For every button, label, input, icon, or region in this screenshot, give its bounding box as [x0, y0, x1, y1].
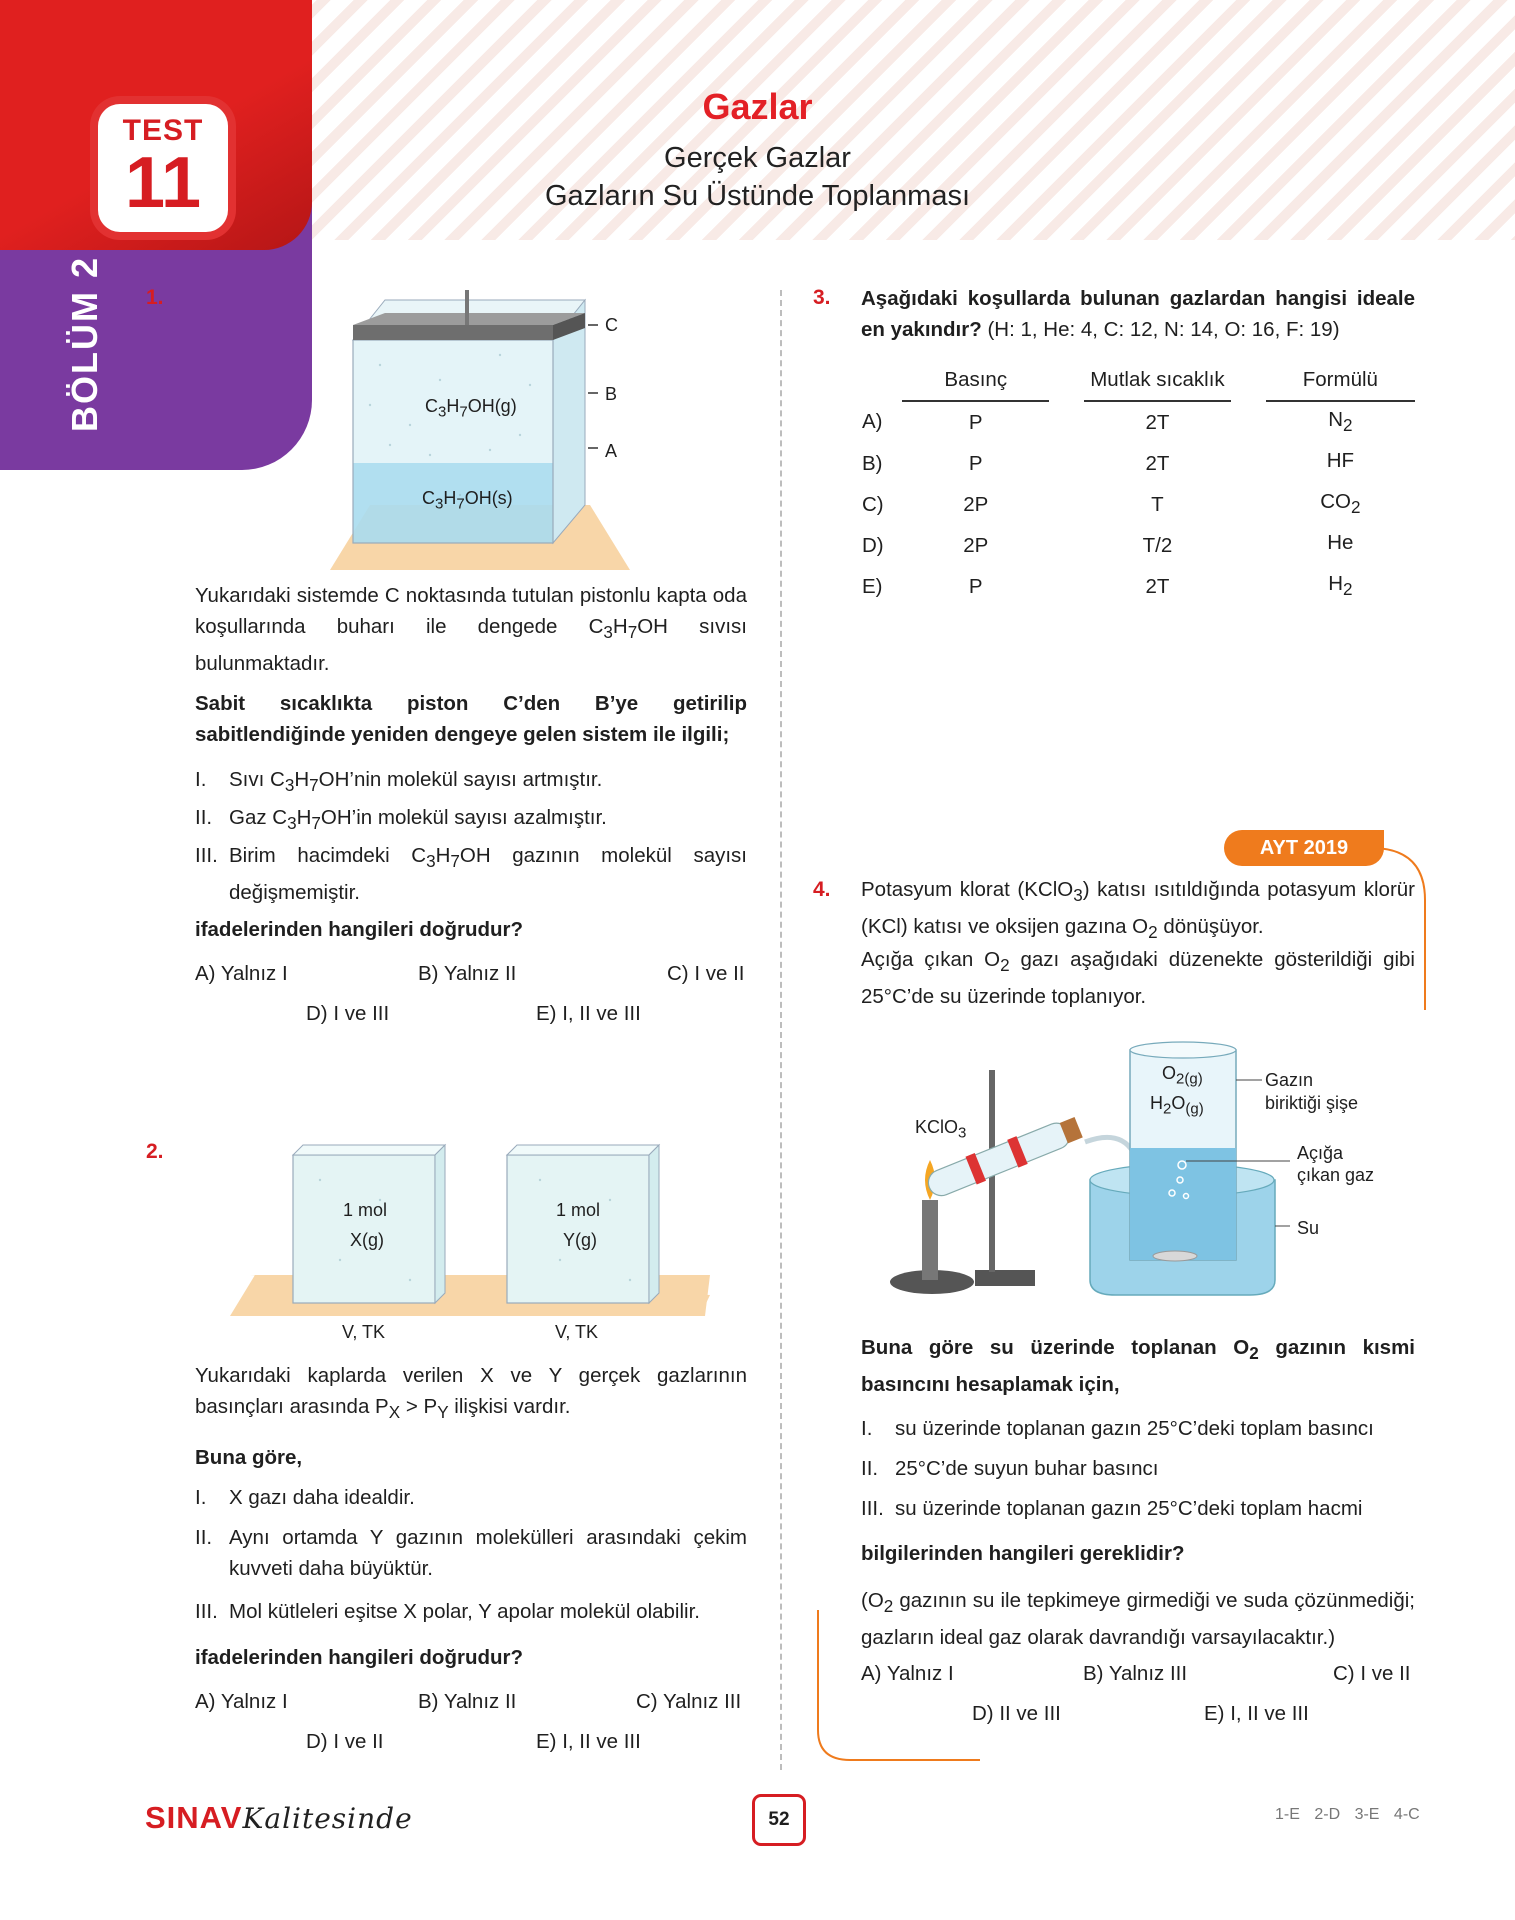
q4-paragraph-1: Potasyum klorat (KClO$_3$) katısı ısıtıldığında potasyum klorür (KCl) katısı ve oksijen gazına $O_2$ dönüşüyor.: [861, 878, 1415, 943]
q2-item-1: X gazı daha idealdir.: [229, 1486, 415, 1509]
q1-piston: [353, 325, 553, 340]
q4-item-3-num: III.: [861, 1497, 884, 1520]
test-label: TEST: [122, 114, 204, 147]
q4-burner: [922, 1200, 938, 1280]
q2-intro: Yukarıdaki kaplarda verilen X ve Y gerçek gazlarının basınçları arasında $P_X > P_Y$ ilişkisi vardır.: [195, 1364, 747, 1423]
q1-gas-label: $C_3H_7OH(g)$: [425, 396, 517, 421]
q3-row-b[interactable]: B) P 2T HF: [862, 449, 1355, 475]
q1-question: Sabit sıcaklıkta piston C’den B’ye getirilip sabitlendiğinde yeniden dengeye gelen sistem ile ilgili;: [195, 692, 747, 746]
q1-item-2: Gaz $C_3H_7OH’in$ molekül sayısı azalmıştır.: [229, 806, 607, 834]
q1-option-c[interactable]: C) I ve II: [667, 962, 745, 985]
q4-item-1: su üzerinde toplanan gazın 25°C’deki toplam basıncı: [895, 1417, 1374, 1440]
q4-option-c[interactable]: C) I ve II: [1333, 1662, 1411, 1685]
section-label: [64, 256, 114, 432]
year-badge: AYT 2019: [1224, 830, 1384, 866]
q2-x-gas: X(g): [350, 1230, 385, 1250]
q2-lead: Buna göre,: [195, 1446, 303, 1469]
q3-header-formula: Formülü: [1266, 360, 1415, 401]
q2-option-e[interactable]: E) I, II ve III: [536, 1730, 641, 1753]
q1-figure: [320, 285, 650, 580]
q2-item-3: Mol kütleleri eşitse X polar, Y apolar molekül olabilir.: [229, 1600, 700, 1623]
q2-y-moles: 1 mol: [556, 1200, 601, 1220]
q1-mark-a: A: [605, 441, 618, 461]
q4-gas-label-1: Açığa: [1297, 1143, 1344, 1163]
q4-question: Buna göre su üzerinde toplanan $O_2$ gazının kısmi basıncını hesaplamak için,: [861, 1336, 1415, 1397]
q2-option-d[interactable]: D) I ve II: [306, 1730, 384, 1753]
q3-row-a[interactable]: A) P 2T $N_2$: [862, 408, 1353, 436]
q4-item-2-num: II.: [861, 1457, 879, 1480]
q2-number: 2.: [146, 1140, 164, 1163]
q4-paragraph-2: Açığa çıkan $O_2$ gazı aşağıdaki düzenekte gösterildiği gibi 25°C’de su üzerinde toplanıyor.: [861, 948, 1415, 1009]
q1-number: 1.: [146, 286, 164, 309]
q1-option-b[interactable]: B) Yalnız II: [418, 962, 517, 985]
q2-item-2: Aynı ortamda Y gazının molekülleri arasındaki çekim kuvveti daha büyüktür.: [229, 1526, 747, 1580]
q2-figure: [230, 1140, 710, 1320]
q4-water-label: Su: [1297, 1218, 1320, 1238]
q4-number: 4.: [813, 878, 831, 901]
q4-note: ($O_2$ gazının su ile tepkimeye girmediği ve suda çözünmediği; gazların ideal gaz olarak davrandığı varsayılacaktır.): [861, 1589, 1415, 1650]
page-subtitle-2: Gazların Su Üstünde Toplanması: [544, 180, 971, 212]
q2-x-conditions: V, TK: [342, 1322, 386, 1342]
q3-row-c[interactable]: C) 2P T $CO_2$: [862, 490, 1361, 518]
q2-option-c[interactable]: C) Yalnız III: [636, 1690, 742, 1713]
q4-h2o-label: $H_2O_{(g)}$: [1150, 1093, 1204, 1118]
q3-header-pressure: Basınç: [902, 360, 1049, 401]
q4-option-b[interactable]: B) Yalnız III: [1083, 1662, 1188, 1685]
q1-item-1: Sıvı $C_3H_7OH’nin$ molekül sayısı artmıştır.: [229, 768, 603, 796]
answer-key: 1-E 2-D 3-E 4-C: [1275, 1806, 1420, 1823]
column-divider: [780, 290, 782, 1770]
q3-number: 3.: [813, 286, 831, 309]
q4-stand-base: [975, 1270, 1035, 1286]
q2-item-3-num: III.: [195, 1600, 218, 1623]
q3-row-d[interactable]: D) 2P T/2 He: [862, 531, 1354, 557]
q4-option-e[interactable]: E) I, II ve III: [1204, 1702, 1309, 1725]
q4-kclo3-label: KClO$_3$: [915, 1117, 967, 1142]
q2-container-y: [507, 1145, 659, 1303]
test-number: 11: [124, 143, 202, 223]
q4-bottle-label-2: biriktiği şişe: [1265, 1093, 1359, 1113]
q4-o2-label: $O_{2(g)}$: [1162, 1063, 1203, 1088]
q3-question: Aşağıdaki koşullarda bulunan gazlardan hangisi ideale en yakındır? (H: 1, He: 4, C: 12, N: 14, O: 16, F: 19): [861, 287, 1415, 341]
q2-x-moles: 1 mol: [343, 1200, 388, 1220]
q1-mark-b: B: [605, 384, 618, 404]
q4-bottle-label-1: Gazın: [1265, 1070, 1314, 1090]
q2-prompt: ifadelerinden hangileri doğrudur?: [195, 1646, 524, 1669]
q4-item-1-num: I.: [861, 1417, 873, 1440]
q4-item-2: 25°C’de suyun buhar basıncı: [895, 1457, 1159, 1480]
q1-option-e[interactable]: E) I, II ve III: [536, 1002, 641, 1025]
q1-piston-rod: [465, 290, 469, 325]
q3-header-temperature: Mutlak sıcaklık: [1084, 360, 1231, 401]
page-title: Gazlar: [702, 86, 813, 127]
q4-apparatus: [890, 1030, 1290, 1300]
q2-y-conditions: V, TK: [555, 1322, 599, 1342]
q2-option-a[interactable]: A) Yalnız I: [195, 1690, 288, 1713]
q1-liquid-label: $C_3H_7OH(s)$: [422, 488, 513, 513]
q2-option-b[interactable]: B) Yalnız II: [418, 1690, 517, 1713]
page-subtitle-1: Gerçek Gazlar: [664, 142, 851, 174]
q4-option-d[interactable]: D) II ve III: [972, 1702, 1061, 1725]
q4-option-a[interactable]: A) Yalnız I: [861, 1662, 954, 1685]
q1-mark-c: C: [605, 315, 618, 335]
q4-prompt: bilgilerinden hangileri gereklidir?: [861, 1542, 1185, 1565]
brand-logo: SINAVKalitesinde: [145, 1800, 413, 1835]
q2-container-x: [293, 1145, 445, 1303]
q1-option-a[interactable]: A) Yalnız I: [195, 962, 288, 985]
q4-item-3: su üzerinde toplanan gazın 25°C’deki toplam hacmi: [895, 1497, 1363, 1520]
q2-item-2-num: II.: [195, 1526, 213, 1549]
q2-y-gas: Y(g): [563, 1230, 598, 1250]
q1-intro: Yukarıdaki sistemde C noktasında tutulan pistonlu kapta oda koşullarında buharı ile dengede $C_3H_7OH$ sıvısı bulunmaktadır.: [195, 584, 747, 676]
q1-item-3-num: III.: [195, 844, 218, 867]
q3-row-e[interactable]: E) P 2T $H_2$: [862, 572, 1353, 600]
q2-item-1-num: I.: [195, 1486, 207, 1509]
q4-gas-label-2: çıkan gaz: [1297, 1165, 1375, 1185]
page-number: 52: [752, 1794, 806, 1846]
q1-prompt: ifadelerinden hangileri doğrudur?: [195, 918, 524, 941]
q1-item-1-num: I.: [195, 768, 207, 791]
q1-item-2-num: II.: [195, 806, 213, 829]
section-text: BÖLÜM 2: [64, 256, 105, 432]
q1-item-3: Birim hacimdeki $C_3H_7OH$ gazının molekül sayısı değişmemiştir.: [229, 844, 748, 905]
q1-option-d[interactable]: D) I ve III: [306, 1002, 390, 1025]
q3-table: [861, 360, 1415, 607]
